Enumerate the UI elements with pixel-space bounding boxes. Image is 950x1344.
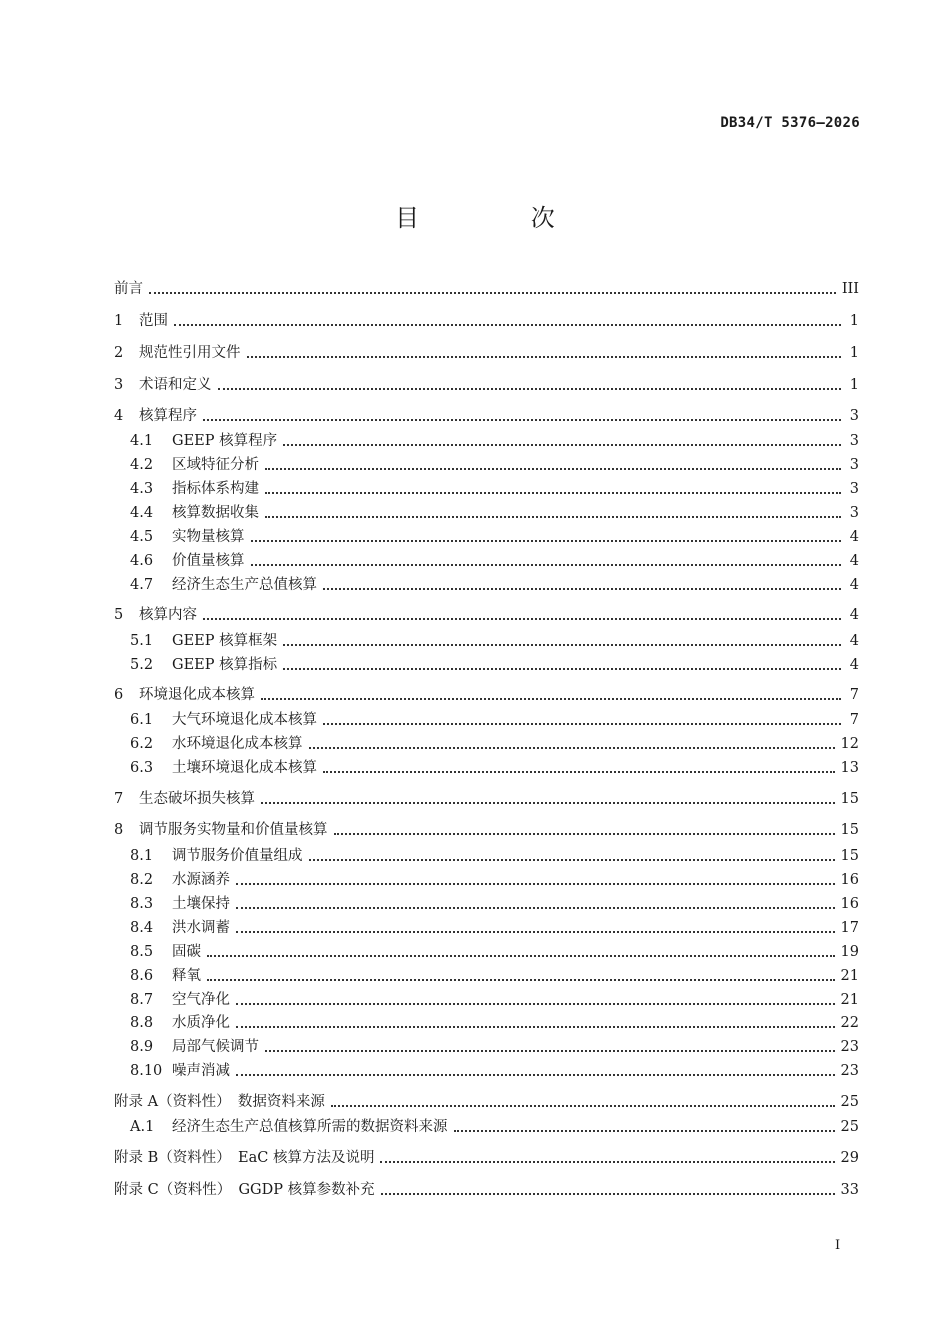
dot-leader	[251, 564, 842, 566]
toc-entry-page: 1	[849, 345, 859, 361]
toc-entry-label: 指标体系构建	[172, 481, 259, 497]
dot-leader	[283, 444, 841, 446]
toc-entry[interactable]	[114, 309, 859, 331]
toc-entry-label: 规范性引用文件	[139, 345, 241, 361]
toc-entry[interactable]	[114, 1035, 859, 1057]
dot-leader	[236, 1003, 835, 1005]
toc-entry[interactable]	[114, 501, 859, 523]
toc-entry-number: 8.4	[130, 920, 154, 936]
toc-entry-label: 附录 A（资料性） 数据资料来源	[114, 1094, 325, 1110]
toc-entry-label: 环境退化成本核算	[139, 687, 255, 703]
toc-entry[interactable]	[114, 892, 859, 914]
toc-entry-page: 4	[849, 633, 859, 649]
toc-entry[interactable]	[114, 453, 859, 475]
toc-entry[interactable]	[114, 787, 859, 809]
dot-leader	[380, 1161, 834, 1163]
dot-leader	[331, 1105, 835, 1107]
toc-entry-page: 22	[840, 1015, 859, 1031]
toc-entry-number: 8.5	[130, 944, 154, 960]
toc-entry[interactable]	[114, 844, 859, 866]
dot-leader	[218, 388, 842, 390]
toc-entry-number: 6.1	[130, 712, 154, 728]
toc-entry[interactable]	[114, 373, 859, 395]
toc-entry-label: 调节服务实物量和价值量核算	[139, 822, 328, 838]
toc-entry-page: 15	[840, 848, 859, 864]
toc-entry-number: 4.1	[130, 433, 154, 449]
toc-entry-page: 25	[840, 1094, 859, 1110]
toc-entry[interactable]	[114, 477, 859, 499]
toc-entry-page: 13	[840, 760, 859, 776]
toc-entry[interactable]	[114, 964, 859, 986]
dot-leader	[265, 468, 841, 470]
dot-leader	[251, 540, 842, 542]
dot-leader	[309, 747, 835, 749]
toc-entry[interactable]	[114, 603, 859, 625]
toc-entry-number: 8.10	[130, 1063, 163, 1079]
toc-entry[interactable]	[114, 988, 859, 1010]
toc-entry-page: 4	[849, 577, 859, 593]
dot-leader	[309, 859, 835, 861]
toc-entry-number: 8.7	[130, 992, 154, 1008]
dot-leader	[265, 1050, 835, 1052]
toc-entry[interactable]	[114, 916, 859, 938]
toc-entry-number: 6	[114, 687, 124, 703]
toc-entry-page: 3	[849, 408, 859, 424]
toc-entry-number: 4.5	[130, 529, 154, 545]
toc-entry-page: 29	[840, 1150, 859, 1166]
toc-entry-label: 洪水调蓄	[172, 920, 230, 936]
toc-entry-number: 5.1	[130, 633, 154, 649]
toc-entry[interactable]	[114, 525, 859, 547]
toc-entry-number: 4.7	[130, 577, 154, 593]
standard-number: DB34/T 5376—2026	[720, 115, 860, 131]
toc-entry[interactable]	[114, 708, 859, 730]
dot-leader	[149, 292, 836, 294]
dot-leader	[236, 1074, 835, 1076]
toc-entry[interactable]	[114, 429, 859, 451]
dot-leader	[236, 883, 835, 885]
dot-leader	[174, 324, 841, 326]
toc-entry-page: 15	[840, 822, 859, 838]
toc-entry-label: 调节服务价值量组成	[172, 848, 303, 864]
toc-entry-number: 2	[114, 345, 124, 361]
dot-leader	[323, 723, 841, 725]
toc-entry[interactable]	[114, 756, 859, 778]
toc-entry[interactable]	[114, 629, 859, 651]
toc-entry-label: 附录 B（资料性） EaC 核算方法及说明	[114, 1150, 375, 1166]
toc-entry-label: 实物量核算	[172, 529, 245, 545]
toc-entry-label: 土壤环境退化成本核算	[172, 760, 317, 776]
toc-entry[interactable]	[114, 549, 859, 571]
toc-entry-label: 核算程序	[139, 408, 197, 424]
toc-entry-number: 6.2	[130, 736, 154, 752]
toc-entry-page: 3	[849, 481, 859, 497]
toc-entry-page: 25	[840, 1119, 859, 1135]
toc-entry-page: 21	[840, 968, 859, 984]
toc-entry-label: 附录 C（资料性） GGDP 核算参数补充	[114, 1182, 375, 1198]
toc-entry[interactable]	[114, 732, 859, 754]
toc-entry[interactable]	[114, 868, 859, 890]
table-of-contents	[114, 0, 859, 1300]
toc-entry-page: 16	[840, 896, 859, 912]
toc-entry[interactable]	[114, 1090, 859, 1112]
dot-leader	[283, 668, 841, 670]
dot-leader	[334, 833, 835, 835]
toc-entry[interactable]	[114, 1178, 859, 1200]
toc-entry-number: 5	[114, 607, 124, 623]
toc-entry-label: 核算内容	[139, 607, 197, 623]
toc-entry-label: 局部气候调节	[172, 1039, 259, 1055]
toc-entry-label: 释氧	[172, 968, 201, 984]
toc-entry-page: 4	[849, 529, 859, 545]
toc-entry-page: 1	[849, 313, 859, 329]
dot-leader	[323, 771, 835, 773]
toc-entry-page: 4	[849, 657, 859, 673]
dot-leader	[203, 618, 841, 620]
toc-entry-number: A.1	[130, 1119, 155, 1135]
toc-title: 目 次	[395, 204, 607, 232]
dot-leader	[283, 644, 841, 646]
toc-entry-label: 水质净化	[172, 1015, 230, 1031]
toc-entry-number: 8.9	[130, 1039, 154, 1055]
toc-entry[interactable]	[114, 818, 859, 840]
toc-entry-page: III	[841, 281, 859, 297]
dot-leader	[207, 955, 835, 957]
toc-entry-page: 7	[849, 687, 859, 703]
toc-entry-number: 7	[114, 791, 124, 807]
toc-entry-number: 8.2	[130, 872, 154, 888]
dot-leader	[323, 588, 841, 590]
toc-entry[interactable]	[114, 683, 859, 705]
toc-entry-page: 3	[849, 457, 859, 473]
toc-entry-label: 经济生态生产总值核算	[172, 577, 317, 593]
toc-entry-page: 23	[840, 1039, 859, 1055]
toc-entry-page: 7	[849, 712, 859, 728]
toc-entry[interactable]	[114, 573, 859, 595]
dot-leader	[236, 1026, 835, 1028]
toc-entry-number: 4.3	[130, 481, 154, 497]
dot-leader	[265, 492, 841, 494]
toc-entry[interactable]	[114, 341, 859, 363]
dot-leader	[261, 802, 835, 804]
toc-entry-number: 3	[114, 377, 124, 393]
toc-entry-number: 4.2	[130, 457, 154, 473]
dot-leader	[261, 698, 841, 700]
dot-leader	[236, 907, 835, 909]
toc-entry-number: 1	[114, 313, 124, 329]
toc-entry[interactable]	[114, 1115, 859, 1137]
dot-leader	[381, 1193, 835, 1195]
toc-entry-page: 1	[849, 377, 859, 393]
toc-entry-label: 价值量核算	[172, 553, 245, 569]
toc-entry-number: 5.2	[130, 657, 154, 673]
toc-entry-number: 4	[114, 408, 124, 424]
toc-entry-page: 33	[840, 1182, 859, 1198]
toc-entry-label: 空气净化	[172, 992, 230, 1008]
toc-entry[interactable]	[114, 940, 859, 962]
toc-entry[interactable]	[114, 1146, 859, 1168]
toc-entry-label: 前言	[114, 281, 143, 297]
toc-entry-label: GEEP 核算程序	[172, 433, 278, 449]
toc-entry[interactable]	[114, 1011, 859, 1033]
toc-entry-page: 15	[840, 791, 859, 807]
toc-entry-label: 水源涵养	[172, 872, 230, 888]
page-number: I	[835, 1238, 841, 1253]
toc-entry-number: 4.4	[130, 505, 154, 521]
toc-entry-number: 6.3	[130, 760, 154, 776]
toc-entry-label: 生态破坏损失核算	[139, 791, 255, 807]
toc-entry[interactable]	[114, 653, 859, 675]
toc-entry-page: 17	[840, 920, 859, 936]
toc-entry-page: 12	[840, 736, 859, 752]
toc-entry-label: 固碳	[172, 944, 201, 960]
toc-entry[interactable]	[114, 404, 859, 426]
toc-entry-label: GEEP 核算框架	[172, 633, 278, 649]
toc-entry[interactable]	[114, 277, 859, 299]
dot-leader	[207, 979, 835, 981]
toc-entry-number: 8.6	[130, 968, 154, 984]
toc-entry[interactable]	[114, 1059, 859, 1081]
toc-entry-number: 8.1	[130, 848, 154, 864]
toc-entry-label: 经济生态生产总值核算所需的数据资料来源	[172, 1119, 448, 1135]
toc-entry-label: 大气环境退化成本核算	[172, 712, 317, 728]
toc-entry-label: 土壤保持	[172, 896, 230, 912]
toc-entry-page: 16	[840, 872, 859, 888]
toc-entry-label: 范围	[139, 313, 168, 329]
toc-entry-label: 区域特征分析	[172, 457, 259, 473]
dot-leader	[236, 931, 835, 933]
toc-entry-number: 4.6	[130, 553, 154, 569]
dot-leader	[265, 516, 841, 518]
toc-entry-number: 8.8	[130, 1015, 154, 1031]
dot-leader	[247, 356, 842, 358]
toc-entry-label: 噪声消减	[172, 1063, 230, 1079]
toc-entry-label: GEEP 核算指标	[172, 657, 278, 673]
toc-entry-page: 4	[849, 607, 859, 623]
toc-entry-number: 8	[114, 822, 124, 838]
toc-entry-label: 术语和定义	[139, 377, 212, 393]
dot-leader	[203, 419, 841, 421]
toc-entry-label: 核算数据收集	[172, 505, 259, 521]
toc-entry-label: 水环境退化成本核算	[172, 736, 303, 752]
toc-entry-number: 8.3	[130, 896, 154, 912]
dot-leader	[454, 1130, 835, 1132]
toc-entry-page: 19	[840, 944, 859, 960]
toc-entry-page: 21	[840, 992, 859, 1008]
toc-entry-page: 3	[849, 433, 859, 449]
toc-entry-page: 3	[849, 505, 859, 521]
toc-entry-page: 23	[840, 1063, 859, 1079]
toc-entry-page: 4	[849, 553, 859, 569]
